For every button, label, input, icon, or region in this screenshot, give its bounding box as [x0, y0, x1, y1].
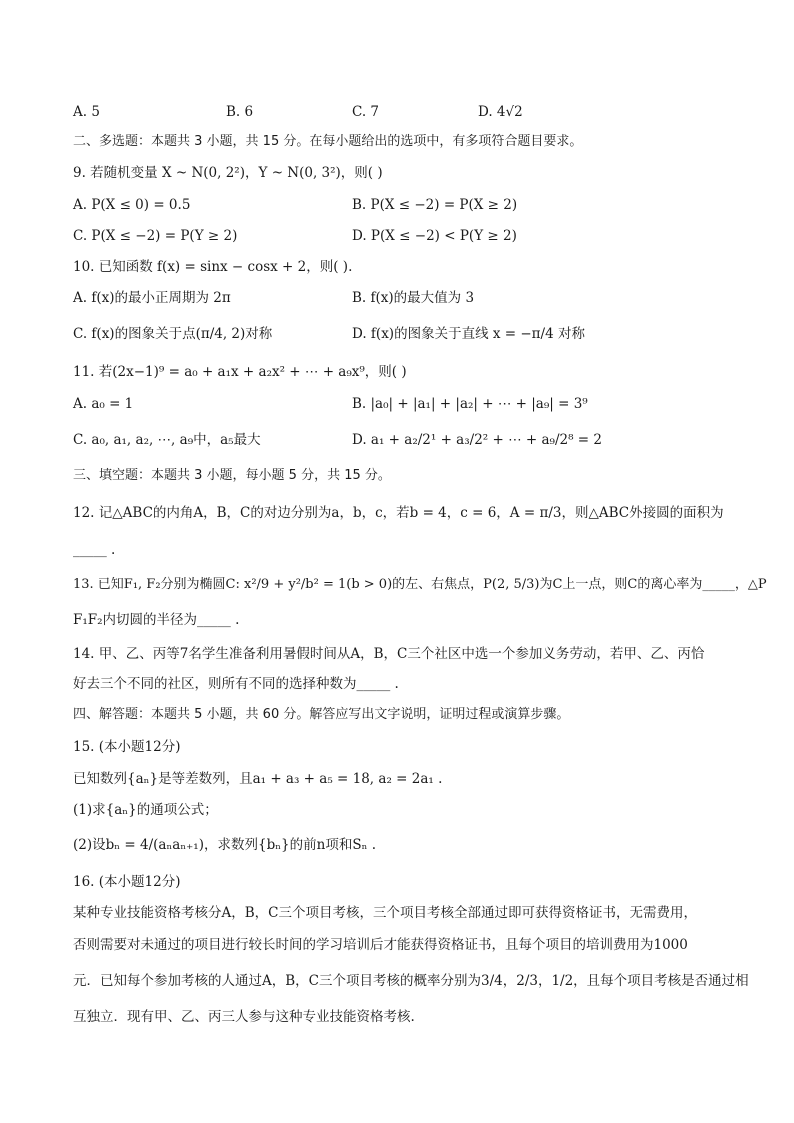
q16-heading: 16. (本小题12分) — [73, 874, 181, 890]
q16-line-2: 否则需要对未通过的项目进行较长时间的学习培训后才能获得资格证书，且每个项目的培训费用为1000 — [73, 937, 688, 953]
q11-stem: 11. 若(2x−1)⁹ = a₀ + a₁x + a₂x² + ⋯ + a₉x⁹，则( ) — [73, 364, 407, 380]
q8-option-b: B. 6 — [226, 104, 254, 120]
q15-line-1: 已知数列{aₙ}是等差数列，且a₁ + a₃ + a₅ = 18, a₂ = 2a₁ . — [73, 771, 443, 787]
q11-option-a: A. a₀ = 1 — [73, 396, 134, 412]
section-problems-heading: 四、解答题：本题共 5 小题，共 60 分。解答应写出文字说明，证明过程或演算步骤。 — [73, 707, 570, 722]
q14-line-1: 14. 甲、乙、丙等7名学生准备利用暑假时间从A，B，C三个社区中选一个参加义务劳动，若甲、乙、丙恰 — [73, 646, 705, 662]
q11-option-c: C. a₀, a₁, a₂, ⋯, a₉中，a₅最大 — [73, 432, 261, 448]
q16-line-4: 互独立．现有甲、乙、丙三人参与这种专业技能资格考核. — [73, 1009, 415, 1025]
q9-option-b: B. P(X ≤ −2) = P(X ≥ 2) — [352, 197, 518, 213]
q9-option-d: D. P(X ≤ −2) < P(Y ≥ 2) — [352, 228, 517, 244]
q8-option-d: D. 4√2 — [478, 104, 523, 120]
section-multiple-choice-heading: 二、多选题：本题共 3 小题，共 15 分。在每小题给出的选项中，有多项符合题目要求。 — [73, 134, 583, 149]
q10-stem: 10. 已知函数 f(x) = sinx − cosx + 2，则( ). — [73, 259, 353, 275]
q9-option-c: C. P(X ≤ −2) = P(Y ≥ 2) — [73, 228, 238, 244]
q10-option-d: D. f(x)的图象关于直线 x = −π/4 对称 — [352, 326, 585, 342]
q14-line-2: 好去三个不同的社区，则所有不同的选择种数为_____ . — [73, 676, 399, 692]
q11-option-b: B. |a₀| + |a₁| + |a₂| + ⋯ + |a₉| = 3⁹ — [352, 396, 588, 412]
q10-option-c: C. f(x)的图象关于点(π/4, 2)对称 — [73, 326, 273, 342]
q10-option-b: B. f(x)的最大值为 3 — [352, 290, 475, 306]
q12-line-1: 12. 记△ABC的内角A，B，C的对边分别为a，b，c，若b = 4，c = 6，A = π/3，则△ABC外接圆的面积为 — [73, 505, 724, 521]
q12-line-2: _____ . — [73, 542, 116, 558]
q10-option-a: A. f(x)的最小正周期为 2π — [73, 290, 231, 306]
section-fill-in-heading: 三、填空题：本题共 3 小题，每小题 5 分，共 15 分。 — [73, 468, 391, 483]
q8-option-a: A. 5 — [73, 104, 100, 120]
q15-part-1: (1)求{aₙ}的通项公式； — [73, 802, 218, 818]
q9-stem: 9. 若随机变量 X ~ N(0, 2²)，Y ~ N(0, 3²)，则( ) — [73, 165, 383, 181]
q13-line-2: F₁F₂内切圆的半径为_____ . — [73, 612, 240, 628]
q16-line-3: 元．已知每个参加考核的人通过A，B，C三个项目考核的概率分别为3/4，2/3，1/2，且每个项目考核是否通过相 — [73, 973, 749, 989]
q8-option-c: C. 7 — [352, 104, 380, 120]
q16-line-1: 某种专业技能资格考核分A，B，C三个项目考核，三个项目考核全部通过即可获得资格证书，无需费用， — [73, 905, 697, 921]
q11-option-d: D. a₁ + a₂/2¹ + a₃/2² + ⋯ + a₉/2⁸ = 2 — [352, 432, 602, 448]
q13-line-1: 13. 已知F₁, F₂分别为椭圆C: x²/9 + y²/b² = 1(b > 0)的左、右焦点，P(2, 5/3)为C上一点，则C的离心率为_____，△P — [73, 577, 767, 592]
q15-heading: 15. (本小题12分) — [73, 739, 181, 755]
q15-part-2: (2)设bₙ = 4/(aₙaₙ₊₁)，求数列{bₙ}的前n项和Sₙ . — [73, 837, 377, 853]
q9-option-a: A. P(X ≤ 0) = 0.5 — [73, 197, 191, 213]
